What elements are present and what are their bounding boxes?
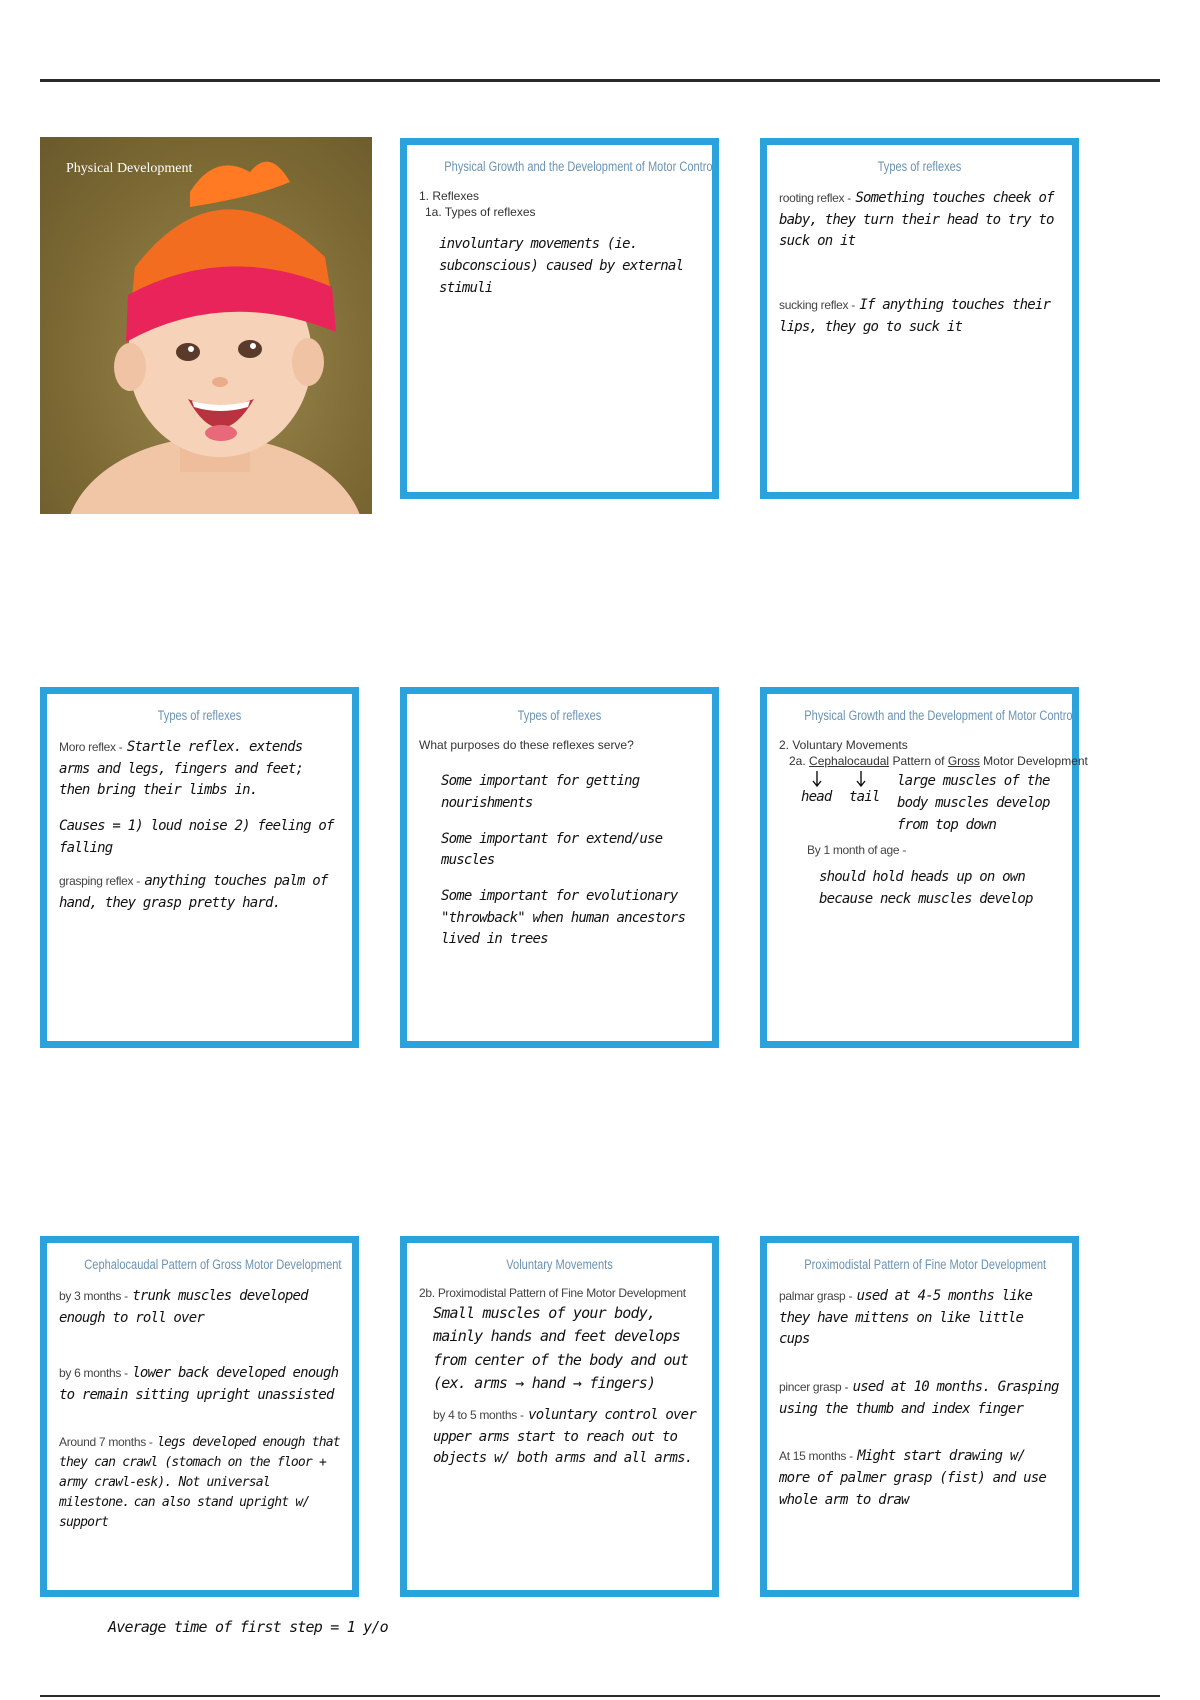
slide-reflexes-overview: [400, 138, 719, 499]
slide-title: Proximodistal Pattern of Fine Motor Development: [804, 1257, 1047, 1272]
outline-text: Motor Development: [983, 754, 1088, 769]
slide-types-of-reflexes-1: [760, 138, 1079, 499]
handwritten-note: anything touches palm of hand, they grasp pretty hard.: [59, 873, 328, 912]
handwritten-note: Something touches cheek of baby, they turn their head to try to suck on it: [779, 190, 1054, 250]
handwritten-note: legs developed enough that they can crawl (stomach on the floor + army crawl-esk). Not universal milestone.: [59, 1434, 340, 1511]
outline-item-reflexes: 1. Reflexes: [419, 189, 480, 203]
handwritten-footer-note: Average time of first step = 1 y/o: [108, 1618, 388, 1636]
handwritten-note: large muscles of the body muscles develop from top down: [897, 773, 1050, 833]
handwritten-note: If anything touches their lips, they go to suck it: [779, 297, 1051, 335]
term-label: sucking reflex -: [779, 298, 855, 313]
term-label: Moro reflex -: [59, 740, 123, 754]
handwritten-note: Some important for evolutionary "throwback" when human ancestors lived in trees: [441, 887, 686, 948]
handwritten-label-head: head: [801, 789, 832, 806]
baby-illustration: [40, 137, 372, 514]
term-label: by 4 to 5 months -: [433, 1408, 524, 1422]
handwritten-note: can also stand upright w/ support: [59, 1495, 310, 1531]
term-label: By 1 month of age -: [807, 843, 907, 858]
slide-gross-motor-milestones: [40, 1236, 359, 1597]
handwritten-note: used at 10 months. Grasping using the thumb and index finger: [779, 1379, 1059, 1417]
handwritten-note: voluntary control over upper arms start to reach out to objects w/ both arms and all arms.: [433, 1407, 696, 1467]
outline-item-cephalocaudal: [789, 753, 1088, 769]
baby-photo: [40, 137, 372, 514]
slide-grasp-types: [760, 1236, 1079, 1597]
outline-item-voluntary-movements: 2. Voluntary Movements: [779, 738, 908, 752]
underlined-term: Gross: [947, 754, 980, 769]
bottom-divider: [40, 1695, 1160, 1697]
handwritten-note: should hold heads up on own because neck muscles develop: [819, 869, 1033, 908]
slide-voluntary-movements: [760, 687, 1088, 1048]
outline-item-types-of-reflexes: 1a. Types of reflexes: [425, 205, 536, 220]
photo-title: Physical Development: [66, 161, 193, 176]
term-label: palmar grasp -: [779, 1289, 853, 1303]
slide-title: Cephalocaudal Pattern of Gross Motor Development: [84, 1257, 342, 1272]
outline-text: Pattern of: [892, 754, 945, 769]
down-arrows-icon: [809, 769, 889, 789]
handwritten-note: Startle reflex. extends arms and legs, fingers and feet; then bring their limbs in.: [59, 739, 304, 799]
term-label: rooting reflex -: [779, 191, 851, 205]
outline-prefix: 2a.: [789, 754, 806, 769]
outline-item-proximodistal: 2b. Proximodistal Pattern of Fine Motor Development: [419, 1286, 686, 1300]
handwritten-note: Causes = 1) loud noise 2) feeling of falling: [59, 818, 334, 856]
slide-title: Types of reflexes: [517, 708, 602, 723]
top-divider: [40, 79, 1160, 82]
handwritten-note: trunk muscles developed enough to roll over: [59, 1288, 308, 1326]
term-label: Around 7 months -: [59, 1434, 153, 1449]
handwritten-note: lower back developed enough to remain sitting upright unassisted: [59, 1365, 339, 1404]
handwritten-note: Some important for getting nourishments: [441, 773, 640, 811]
handwritten-note: involuntary movements (ie. subconscious) caused by external stimuli: [439, 236, 684, 296]
question-text: What purposes do these reflexes serve?: [419, 738, 634, 752]
term-label: pincer grasp -: [779, 1380, 849, 1395]
handwritten-note: Might start drawing w/ more of palmer grasp (fist) and use whole arm to draw: [779, 1448, 1047, 1508]
slide-reflex-purposes: [400, 687, 719, 1048]
handwritten-note: used at 4-5 months like they have mittens on like little cups: [779, 1288, 1033, 1348]
slide-title: Types of reflexes: [157, 708, 242, 723]
term-label: by 6 months -: [59, 1366, 128, 1381]
slide-title: Types of reflexes: [877, 159, 962, 174]
handwritten-note: Small muscles of your body, mainly hands and feet develops from center of the body and out (ex. arms → hand → fingers): [433, 1304, 689, 1392]
term-label: grasping reflex -: [59, 874, 140, 889]
handwritten-label-tail: tail: [849, 789, 880, 806]
term-label: At 15 months -: [779, 1449, 853, 1464]
slide-title: Physical Growth and the Development of Motor Control: [444, 159, 716, 174]
underlined-term: Cephalocaudal: [809, 754, 890, 769]
slide-fine-motor-overview: [400, 1236, 719, 1597]
handwritten-note: Some important for extend/use muscles: [441, 830, 663, 869]
slide-title: Voluntary Movements: [506, 1257, 613, 1272]
slide-title: Physical Growth and the Development of Motor Control: [804, 708, 1076, 723]
term-label: by 3 months -: [59, 1289, 128, 1303]
annotation-area: [779, 769, 1060, 839]
slide-types-of-reflexes-2: [40, 687, 359, 1048]
